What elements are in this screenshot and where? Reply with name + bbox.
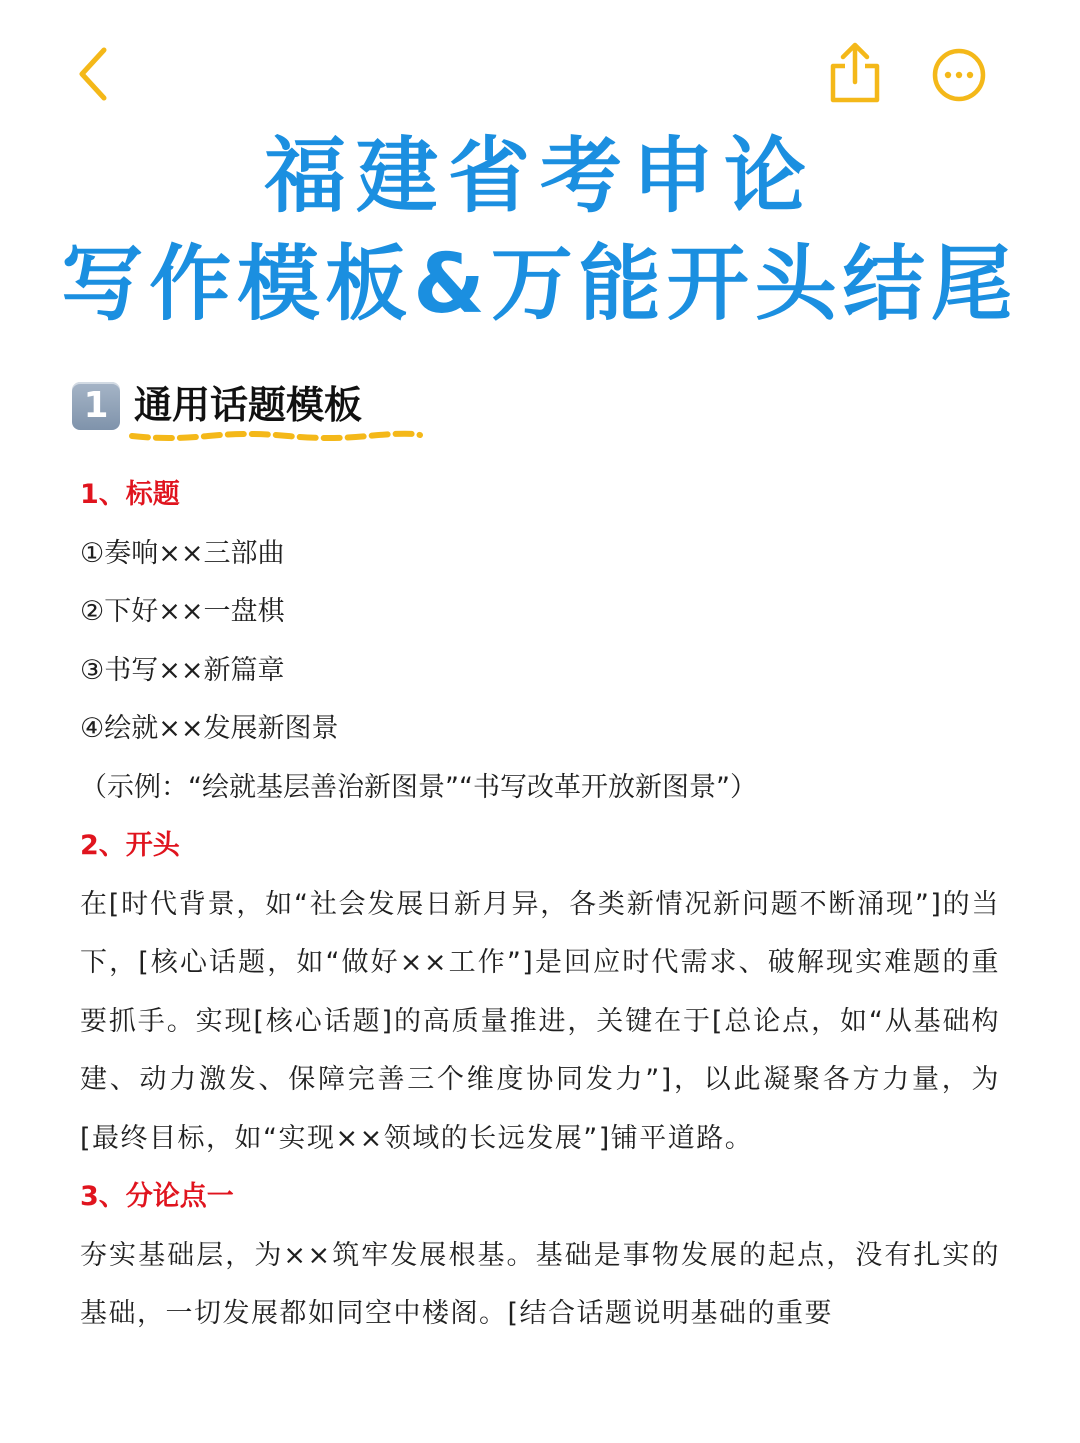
- chevron-left-icon: [68, 42, 128, 106]
- opening-paragraph: 在[时代背景，如“社会发展日新月异，各类新情况新问题不断涌现”]的当下，[核心话题，如“做好××工作”]是回应时代需求、破解现实难题的重要抓手。实现[核心话题]的高质量推进，关键在于[总论点，如“从基础构建、动力激发、保障完善三个维度协同发力”]，以此凝聚各方力量，为[最终目标，如“实现××领域的长远发展”]铺平道路。: [80, 888, 1000, 1154]
- subheading-title: 1、标题: [80, 479, 180, 510]
- more-icon: [928, 44, 990, 106]
- top-toolbar: [0, 0, 1080, 120]
- number-one-badge: 1: [72, 382, 120, 430]
- list-item: ②下好××一盘棋: [80, 596, 285, 627]
- list-item: ①奏响××三部曲: [80, 537, 285, 569]
- list-item: ③书写××新篇章: [80, 654, 285, 686]
- share-button[interactable]: [826, 40, 884, 106]
- subheading-point-one: 3、分论点一: [80, 1181, 234, 1212]
- article-body: [80, 466, 1000, 1344]
- title-line-1: 福建省考申论: [263, 129, 816, 224]
- example-note: （示例：“绘就基层善治新图景”“书写改革开放新图景”）: [80, 771, 757, 803]
- subheading-opening: 2、开头: [80, 830, 180, 861]
- point-one-paragraph: 夯实基础层，为××筑牢发展根基。基础是事物发展的起点，没有扎实的基础，一切发展都如同空中楼阁。[结合话题说明基础的重要: [80, 1239, 1000, 1329]
- list-item: ④绘就××发展新图景: [80, 713, 339, 744]
- title-line-2: 写作模板&万能开头结尾: [61, 237, 1019, 332]
- more-button[interactable]: [928, 44, 990, 106]
- dashed-underline: [128, 428, 424, 444]
- section-heading: 通用话题模板: [134, 383, 363, 427]
- page-title: [0, 125, 1080, 341]
- back-button[interactable]: [68, 42, 128, 106]
- share-icon: [826, 40, 884, 106]
